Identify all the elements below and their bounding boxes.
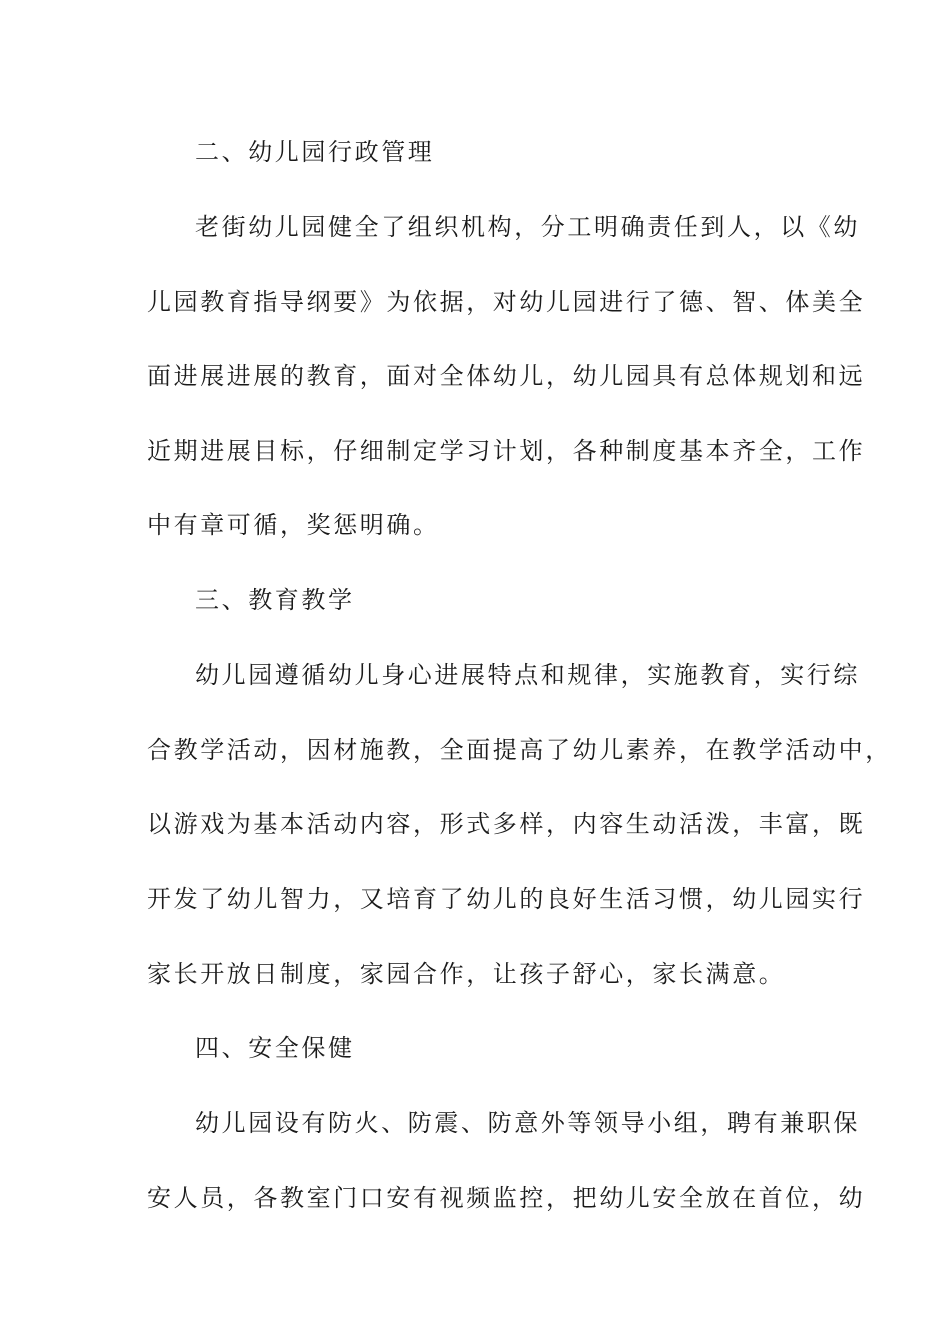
section-heading-teaching: 三、教育教学	[195, 586, 355, 614]
paragraph-line: 家长开放日制度，家园合作，让孩子舒心，家长满意。	[147, 960, 786, 988]
paragraph-line: 面进展进展的教育，面对全体幼儿，幼儿园具有总体规划和远	[147, 362, 866, 390]
paragraph-line: 安人员，各教室门口安有视频监控，把幼儿安全放在首位，幼	[147, 1184, 866, 1212]
section-heading-admin: 二、幼儿园行政管理	[195, 138, 435, 166]
paragraph-line: 儿园教育指导纲要》为依据，对幼儿园进行了德、智、体美全	[147, 288, 866, 316]
paragraph-line: 合教学活动，因材施教，全面提高了幼儿素养，在教学活动中，	[147, 736, 892, 764]
paragraph-line: 以游戏为基本活动内容，形式多样，内容生动活泼，丰富，既	[147, 810, 866, 838]
paragraph-line: 开发了幼儿智力，又培育了幼儿的良好生活习惯，幼儿园实行	[147, 885, 866, 913]
paragraph-line: 老街幼儿园健全了组织机构，分工明确责任到人，以《幼	[195, 213, 860, 241]
section-heading-safety: 四、安全保健	[195, 1034, 355, 1062]
paragraph-line: 幼儿园遵循幼儿身心进展特点和规律，实施教育，实行综	[195, 661, 860, 689]
paragraph-line: 幼儿园设有防火、防震、防意外等领导小组，聘有兼职保	[195, 1109, 860, 1137]
paragraph-line: 近期进展目标，仔细制定学习计划，各种制度基本齐全，工作	[147, 437, 866, 465]
paragraph-line: 中有章可循，奖惩明确。	[147, 511, 440, 539]
